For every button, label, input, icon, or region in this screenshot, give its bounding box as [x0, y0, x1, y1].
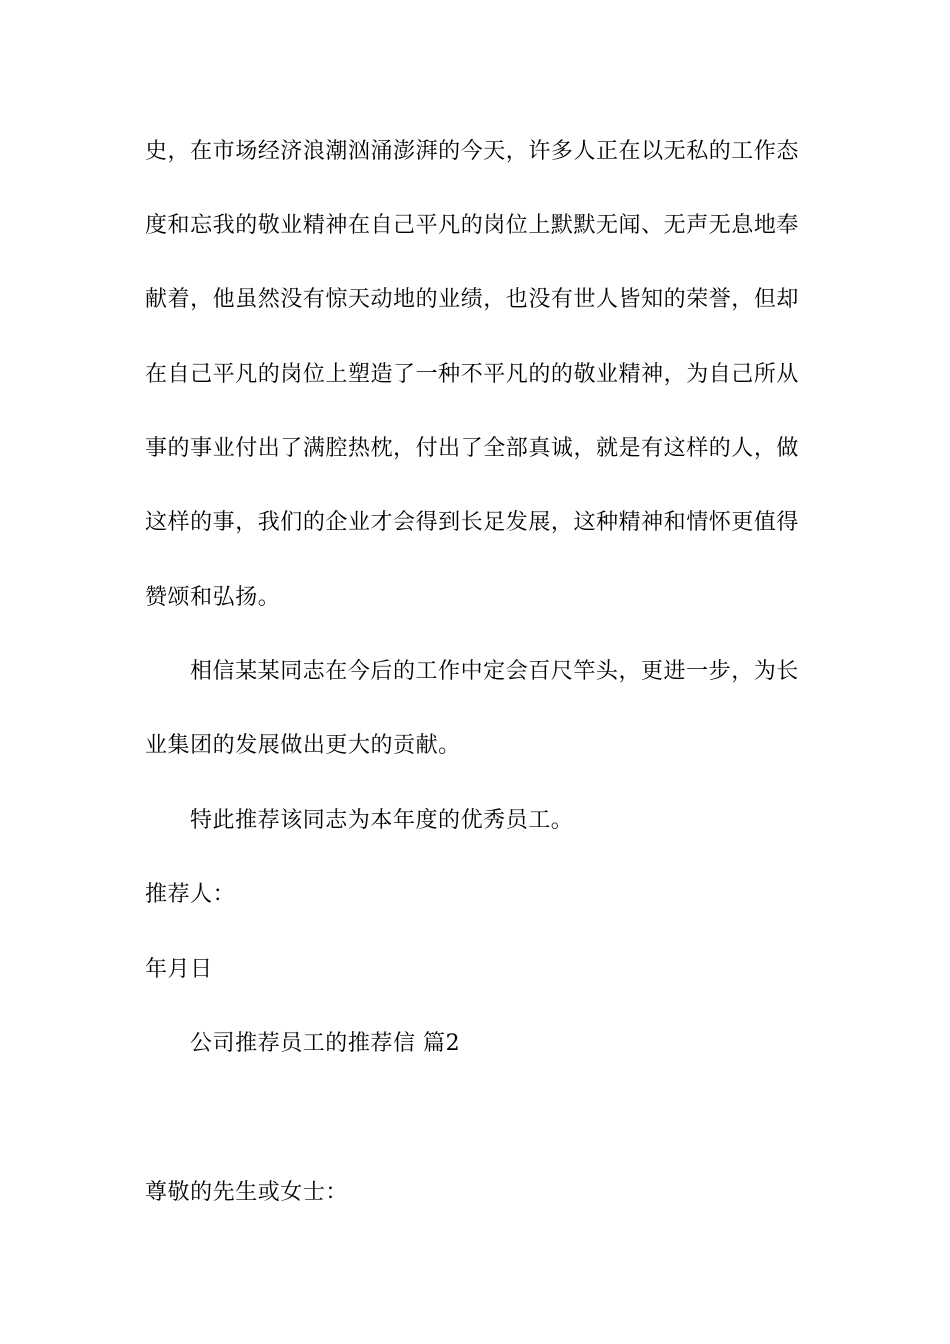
paragraph-line: 度和忘我的敬业精神在自己平凡的岗位上默默无闻、无声无息地奉 [145, 213, 799, 238]
paragraph-line: 相信某某同志在今后的工作中定会百尺竿头，更进一步，为长 [190, 659, 799, 684]
paragraph-line: 在自己平凡的岗位上塑造了一种不平凡的的敬业精神，为自己所从 [145, 362, 799, 387]
recommendation-statement: 特此推荐该同志为本年度的优秀员工。 [190, 808, 574, 833]
recommender-label: 推荐人： [145, 882, 236, 907]
paragraph-line: 献着，他虽然没有惊天动地的业绩，也没有世人皆知的荣誉，但却 [145, 287, 799, 312]
paragraph-line: 业集团的发展做出更大的贡献。 [145, 733, 461, 758]
paragraph-line: 这样的事，我们的企业才会得到长足发展，这种精神和情怀更值得 [145, 510, 799, 535]
paragraph-line: 赞颂和弘扬。 [145, 585, 281, 610]
date-label: 年月日 [145, 957, 213, 982]
salutation: 尊敬的先生或女士： [145, 1180, 348, 1205]
paragraph-line: 史，在市场经济浪潮汹涌澎湃的今天，许多人正在以无私的工作态 [145, 139, 799, 164]
section-title: 公司推荐员工的推荐信 篇2 [190, 1031, 461, 1056]
paragraph-line: 事的事业付出了满腔热枕，付出了全部真诚，就是有这样的人，做 [145, 436, 799, 461]
